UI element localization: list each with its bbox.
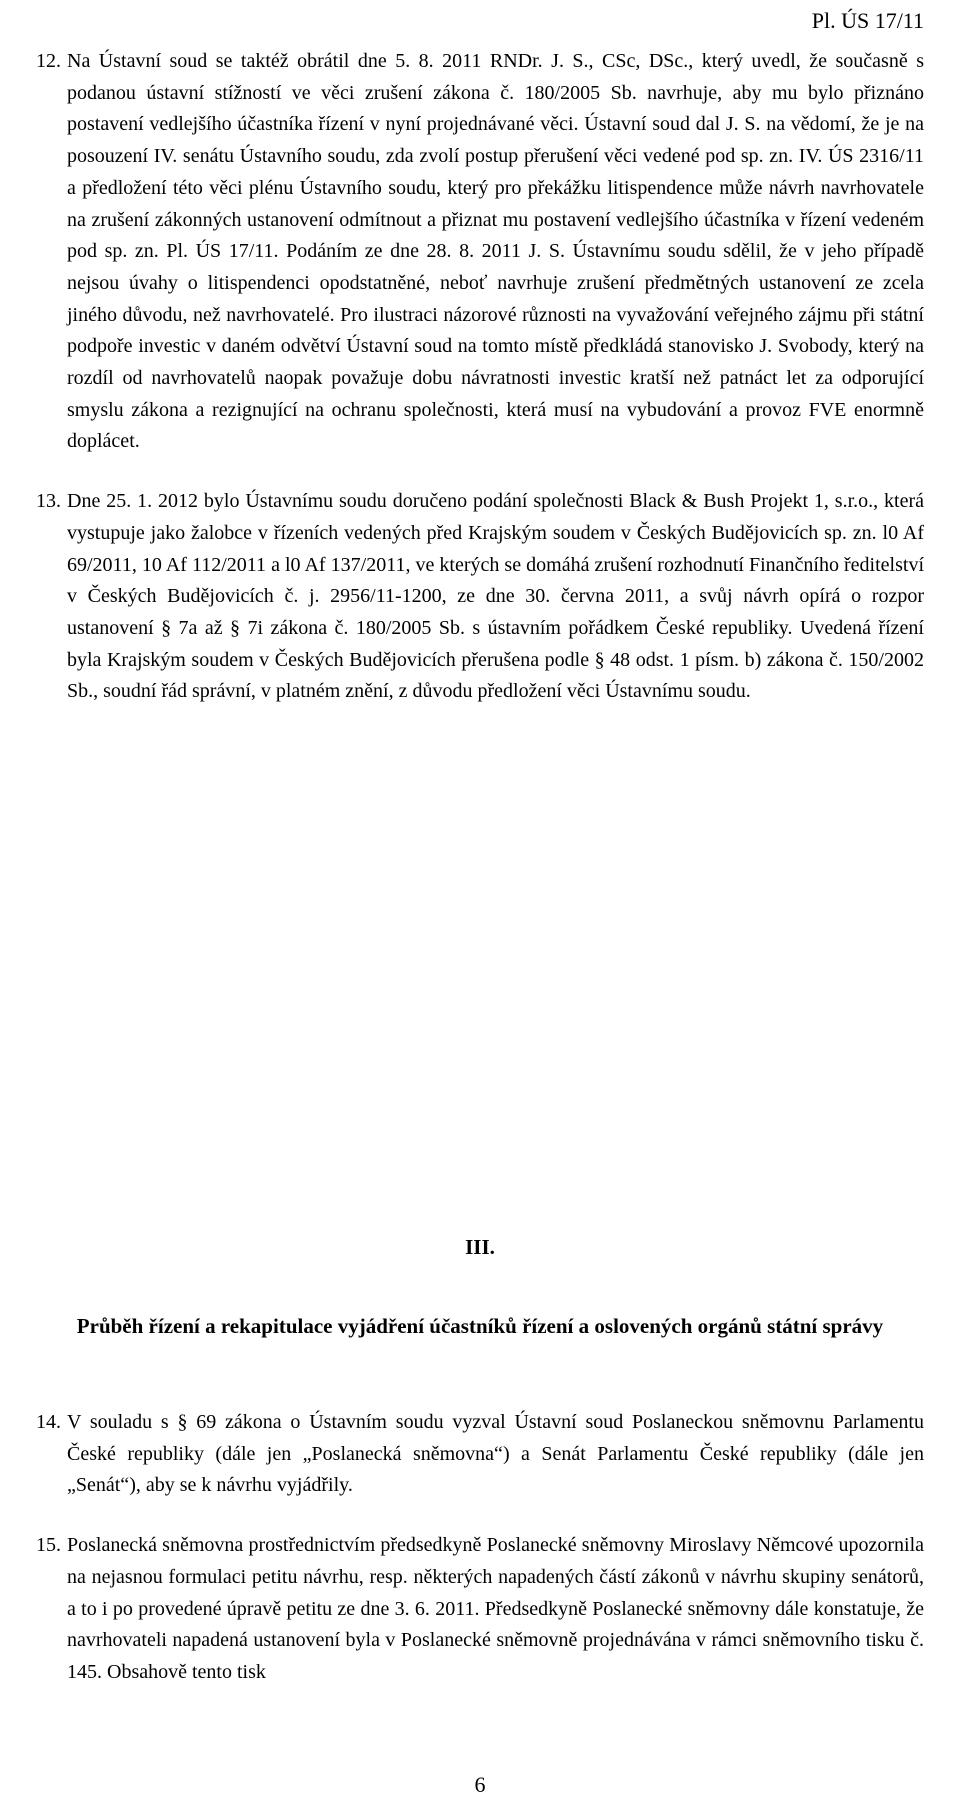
case-reference-header: Pl. ÚS 17/11	[811, 8, 924, 33]
paragraph-number: 14.	[36, 1411, 61, 1433]
paragraph-number: 15.	[36, 1534, 61, 1557]
paragraph-14	[36, 1407, 924, 1502]
paragraph-number: 13.	[36, 490, 61, 513]
paragraph-12	[36, 46, 924, 458]
paragraph-number: 12.	[36, 50, 61, 72]
paragraph-text: V souladu s § 69 zákona o Ústavním soudu vyzval Ústavní soud Poslaneckou sněmovnu Parlamentu České republiky (dále jen „Poslanecká sněmovna“) a Senát Parlamentu České republiky (dále jen „Senát“), aby se k návrhu vyjádřily.	[67, 1411, 924, 1497]
paragraph-13	[36, 486, 924, 708]
section-ii-body	[36, 46, 924, 736]
paragraph-15	[36, 1530, 924, 1689]
paragraph-text: Dne 25. 1. 2012 bylo Ústavnímu soudu doručeno podání společnosti Black & Bush Projekt 1, s.r.o., která vystupuje jako žalobce v řízeních vedených před Krajským soudem v Českých Budějovicích sp. zn. l0 Af 69/2011, 10 Af 112/2011 a l0 Af 137/2011, ve kterých se domáhá zrušení rozhodnutí Finančního ředitelství v Českých Budějovicích č. j. 2956/11-1200, ze dne 30. června 2011, a svůj návrh opírá o rozpor ustanovení § 7a až § 7i zákona č. 180/2005 Sb. s ústavním pořádkem České republiky. Uvedená řízení byla Krajským soudem v Českých Budějovicích přerušena podle § 48 odst. 1 písm. b) zákona č. 150/2002 Sb., soudní řád správní, v platném znění, z důvodu předložení věci Ústavnímu soudu.	[67, 490, 924, 703]
section-roman-numeral: III.	[465, 1235, 495, 1259]
paragraph-text: Na Ústavní soud se taktéž obrátil dne 5. 8. 2011 RNDr. J. S., CSc, DSc., který uvedl, že současně s podanou ústavní stížností ve věci zrušení zákona č. 180/2005 Sb. navrhuje, aby mu bylo přiznáno postavení vedlejšího účastníka řízení v nyní projednávané věci. Ústavní soud dal J. S. na vědomí, že je na posouzení IV. senátu Ústavního soudu, zda zvolí postup přerušení věci vedené pod sp. zn. IV. ÚS 2316/11 a předložení této věci plénu Ústavního soudu, který pro překážku litispendence může návrh navrhovatele na zrušení zákonných ustanovení odmítnout a přiznat mu postavení vedlejšího účastníka v řízení vedeném pod sp. zn. Pl. ÚS 17/11. Podáním ze dne 28. 8. 2011 J. S. Ústavnímu soudu sdělil, že v jeho případě nejsou úvahy o litispendenci opodstatněné, neboť navrhuje zrušení předmětných ustanovení ze zcela jiného důvodu, než navrhovatelé. Pro ilustraci názorové různosti na vyvažování veřejného zájmu při státní podpoře investic v daném odvětví Ústavní soud na tomto místě předkládá stanovisko J. Svobody, který na rozdíl od navrhovatelů naopak považuje dobu návratnosti investic kratší než patnáct let za odporující smyslu zákona a rezignující na ochranu společnosti, která musí na vybudování a provoz FVE enormně doplácet.	[67, 50, 924, 453]
paragraph-text: Poslanecká sněmovna prostřednictvím předsedkyně Poslanecké sněmovny Miroslavy Němcové upozornila na nejasnou formulaci petitu návrhu, resp. některých napadených částí zákonů v návrhu skupiny senátorů, a to i po provedené úpravě petitu ze dne 3. 6. 2011. Předsedkyně Poslanecké sněmovny dále konstatuje, že navrhovateli napadená ustanovení byla v Poslanecké sněmovně projednávána v rámci sněmovního tisku č. 145. Obsahově tento tisk	[67, 1534, 924, 1683]
page-number: 6	[474, 1772, 486, 1797]
section-heading: Průběh řízení a rekapitulace vyjádření účastníků řízení a oslovených orgánů státní správy	[76, 1314, 884, 1338]
section-iii-body	[36, 1407, 924, 1717]
